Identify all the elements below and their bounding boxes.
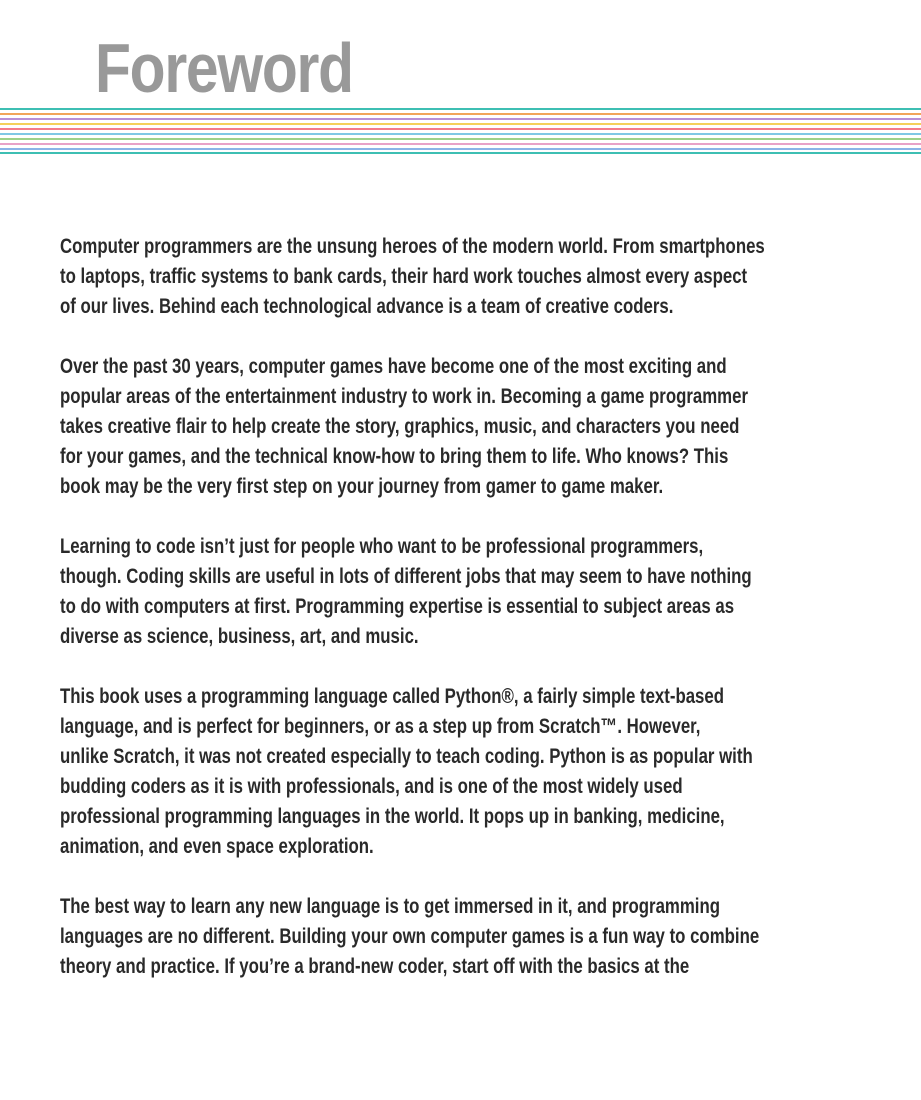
header-stripe: [0, 118, 921, 120]
header-stripe: [0, 128, 921, 130]
text-line: Computer programmers are the unsung heroes of the modern world. From smartphones: [60, 235, 765, 258]
text-line: Learning to code isn’t just for people who want to be professional programmers,: [60, 535, 704, 558]
text-line: Over the past 30 years, computer games have become one of the most exciting and: [60, 355, 727, 378]
foreword-body: [60, 232, 860, 1012]
header-stripe: [0, 152, 921, 154]
header-stripe: [0, 138, 921, 140]
paragraph-5: [60, 892, 860, 982]
paragraph-3: [60, 532, 860, 652]
text-line: to do with computers at first. Programming expertise is essential to subject areas as: [60, 595, 735, 618]
page-title: Foreword: [95, 29, 353, 107]
text-line: diverse as science, business, art, and music.: [60, 625, 419, 648]
header-stripe: [0, 113, 921, 115]
header-stripes: [0, 108, 921, 154]
text-line: animation, and even space exploration.: [60, 835, 374, 858]
text-line: to laptops, traffic systems to bank cards, their hard work touches almost every aspect: [60, 265, 748, 288]
paragraph-4: [60, 682, 860, 862]
text-line: language, and is perfect for beginners, or as a step up from Scratch™. However,: [60, 715, 701, 738]
text-line: popular areas of the entertainment industry to work in. Becoming a game programmer: [60, 385, 749, 408]
header-stripe: [0, 133, 921, 135]
text-line: though. Coding skills are useful in lots of different jobs that may seem to have nothing: [60, 565, 752, 588]
text-line: for your games, and the technical know-how to bring them to life. Who knows? This: [60, 445, 729, 468]
header-stripe: [0, 148, 921, 150]
header-stripe: [0, 108, 921, 110]
text-line: budding coders as it is with professionals, and is one of the most widely used: [60, 775, 683, 798]
text-line: theory and practice. If you’re a brand-new coder, start off with the basics at the: [60, 955, 690, 978]
text-line: This book uses a programming language called Python®, a fairly simple text-based: [60, 685, 725, 708]
text-line: of our lives. Behind each technological advance is a team of creative coders.: [60, 295, 674, 318]
text-line: unlike Scratch, it was not created especially to teach coding. Python is as popular with: [60, 745, 753, 768]
header-stripe: [0, 143, 921, 145]
text-line: professional programming languages in the world. It pops up in banking, medicine,: [60, 805, 725, 828]
header-stripe: [0, 123, 921, 125]
text-line: languages are no different. Building your own computer games is a fun way to combine: [60, 925, 760, 948]
paragraph-1: [60, 232, 860, 322]
text-line: book may be the very first step on your journey from gamer to game maker.: [60, 475, 664, 498]
text-line: The best way to learn any new language is to get immersed in it, and programming: [60, 895, 720, 918]
paragraph-2: [60, 352, 860, 502]
text-line: takes creative flair to help create the story, graphics, music, and characters you need: [60, 415, 740, 438]
